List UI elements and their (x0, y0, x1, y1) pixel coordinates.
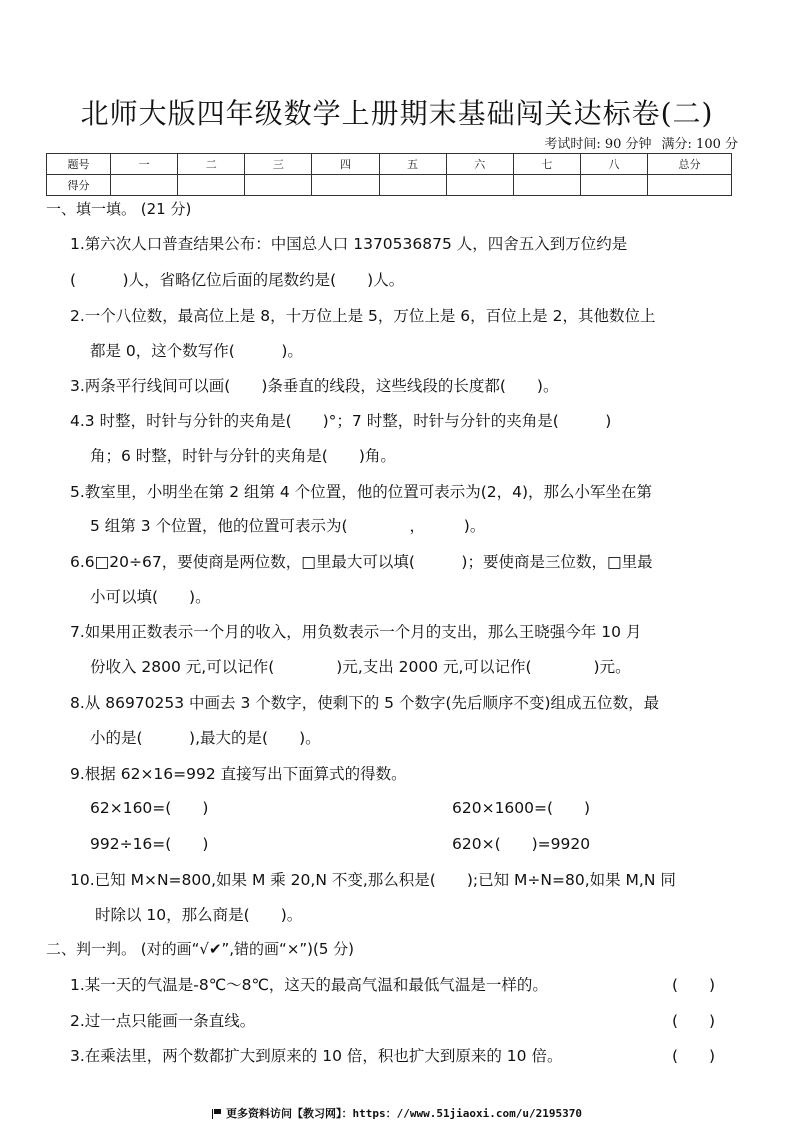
calc-item: 620×( )=9920 (452, 835, 591, 853)
score-cell[interactable] (178, 175, 245, 196)
question-line: 2.一个八位数，最高位上是 8，十万位上是 5，万位上是 6，百位上是 2，其他数位上 (70, 307, 656, 325)
score-cell[interactable] (111, 175, 178, 196)
exam-info (534, 133, 738, 152)
calc-item: 620×1600=( ) (452, 799, 591, 817)
score-table-score-row (47, 175, 732, 196)
score-table-cell: 七 (513, 154, 580, 175)
question-line: 小可以填( )。 (90, 588, 211, 606)
question-line: 角；6 时整，时针与分针的夹角是( )角。 (90, 447, 396, 465)
score-cell[interactable] (245, 175, 312, 196)
score-table-cell: 题号 (47, 154, 111, 175)
exam-full-score: 满分: 100 分 (661, 137, 738, 152)
score-table-cell: 四 (312, 154, 379, 175)
question-line: 时除以 10，那么商是( )。 (95, 906, 303, 924)
footer-text: 更多资料访问【教习网】：https：//www.51jiaoxi.com/u/2195370 (225, 1107, 583, 1120)
score-row-label: 得分 (47, 175, 111, 196)
score-cell[interactable] (446, 175, 513, 196)
question-line: 4.3 时整，时针与分针的夹角是( )°；7 时整，时针与分针的夹角是( ) (70, 412, 612, 430)
question-line: 1.第六次人口普查结果公布：中国总人口 1370536875 人，四舍五入到万位约是 (70, 235, 628, 253)
question-line: 都是 0，这个数写作( )。 (90, 342, 303, 360)
answer-paren[interactable]: ( ) (672, 1047, 716, 1065)
question-line: ( )人，省略亿位后面的尾数约是( )人。 (70, 271, 405, 289)
score-cell[interactable] (580, 175, 647, 196)
score-cell[interactable] (312, 175, 379, 196)
answer-paren[interactable]: ( ) (672, 1012, 716, 1030)
footer-link[interactable] (0, 1105, 794, 1121)
question-line: 8.从 86970253 中画去 3 个数字，使剩下的 5 个数字(先后顺序不变)组成五位数，最 (70, 694, 660, 712)
score-cell[interactable] (379, 175, 446, 196)
question-line: 6.6□20÷67，要使商是两位数，□里最大可以填( )；要使商是三位数，□里最 (70, 553, 653, 571)
exam-time: 考试时间: 90 分钟 (544, 137, 652, 152)
score-table-cell: 六 (446, 154, 513, 175)
question-line: 小的是( ),最大的是( )。 (90, 729, 321, 747)
calc-item: 62×160=( ) (90, 799, 209, 817)
question-line: 9.根据 62×16=992 直接写出下面算式的得数。 (70, 765, 407, 783)
score-table-cell: 一 (111, 154, 178, 175)
answer-paren[interactable]: ( ) (672, 976, 716, 994)
flag-icon (212, 1109, 222, 1118)
score-table-cell: 五 (379, 154, 446, 175)
score-table-header-row (47, 154, 732, 175)
question-line: 10.已知 M×N=800,如果 M 乘 20,N 不变,那么积是( );已知 M÷N=80,如果 M,N 同 (70, 871, 676, 889)
score-table-cell: 八 (580, 154, 647, 175)
section-1-heading: 一、填一填。 (21 分) (46, 200, 192, 218)
score-cell[interactable] (513, 175, 580, 196)
question-line: 5 组第 3 个位置，他的位置可表示为( ， )。 (90, 517, 486, 535)
score-table-cell: 二 (178, 154, 245, 175)
score-cell[interactable] (648, 175, 732, 196)
question-line: 份收入 2800 元,可以记作( )元,支出 2000 元,可以记作( )元。 (90, 658, 631, 676)
judge-item: 2.过一点只能画一条直线。 (70, 1012, 256, 1030)
question-line: 5.教室里，小明坐在第 2 组第 4 个位置，他的位置可表示为(2，4)，那么小军坐在第 (70, 483, 653, 501)
score-table-cell: 总分 (648, 154, 732, 175)
score-table (46, 153, 732, 196)
judge-item: 3.在乘法里，两个数都扩大到原来的 10 倍，积也扩大到原来的 10 倍。 (70, 1047, 563, 1065)
score-table-cell: 三 (245, 154, 312, 175)
page-title: 北师大版四年级数学上册期末基础闯关达标卷(二) (80, 97, 714, 130)
calc-item: 992÷16=( ) (90, 835, 209, 853)
question-line: 3.两条平行线间可以画( )条垂直的线段，这些线段的长度都( )。 (70, 377, 559, 395)
section-2-heading: 二、判一判。 (对的画“√✔”,错的画“×”)(5 分) (46, 940, 355, 958)
judge-item: 1.某一天的气温是-8℃～8℃，这天的最高气温和最低气温是一样的。 (70, 976, 548, 994)
question-line: 7.如果用正数表示一个月的收入，用负数表示一个月的支出，那么王晓强今年 10 月 (70, 623, 642, 641)
